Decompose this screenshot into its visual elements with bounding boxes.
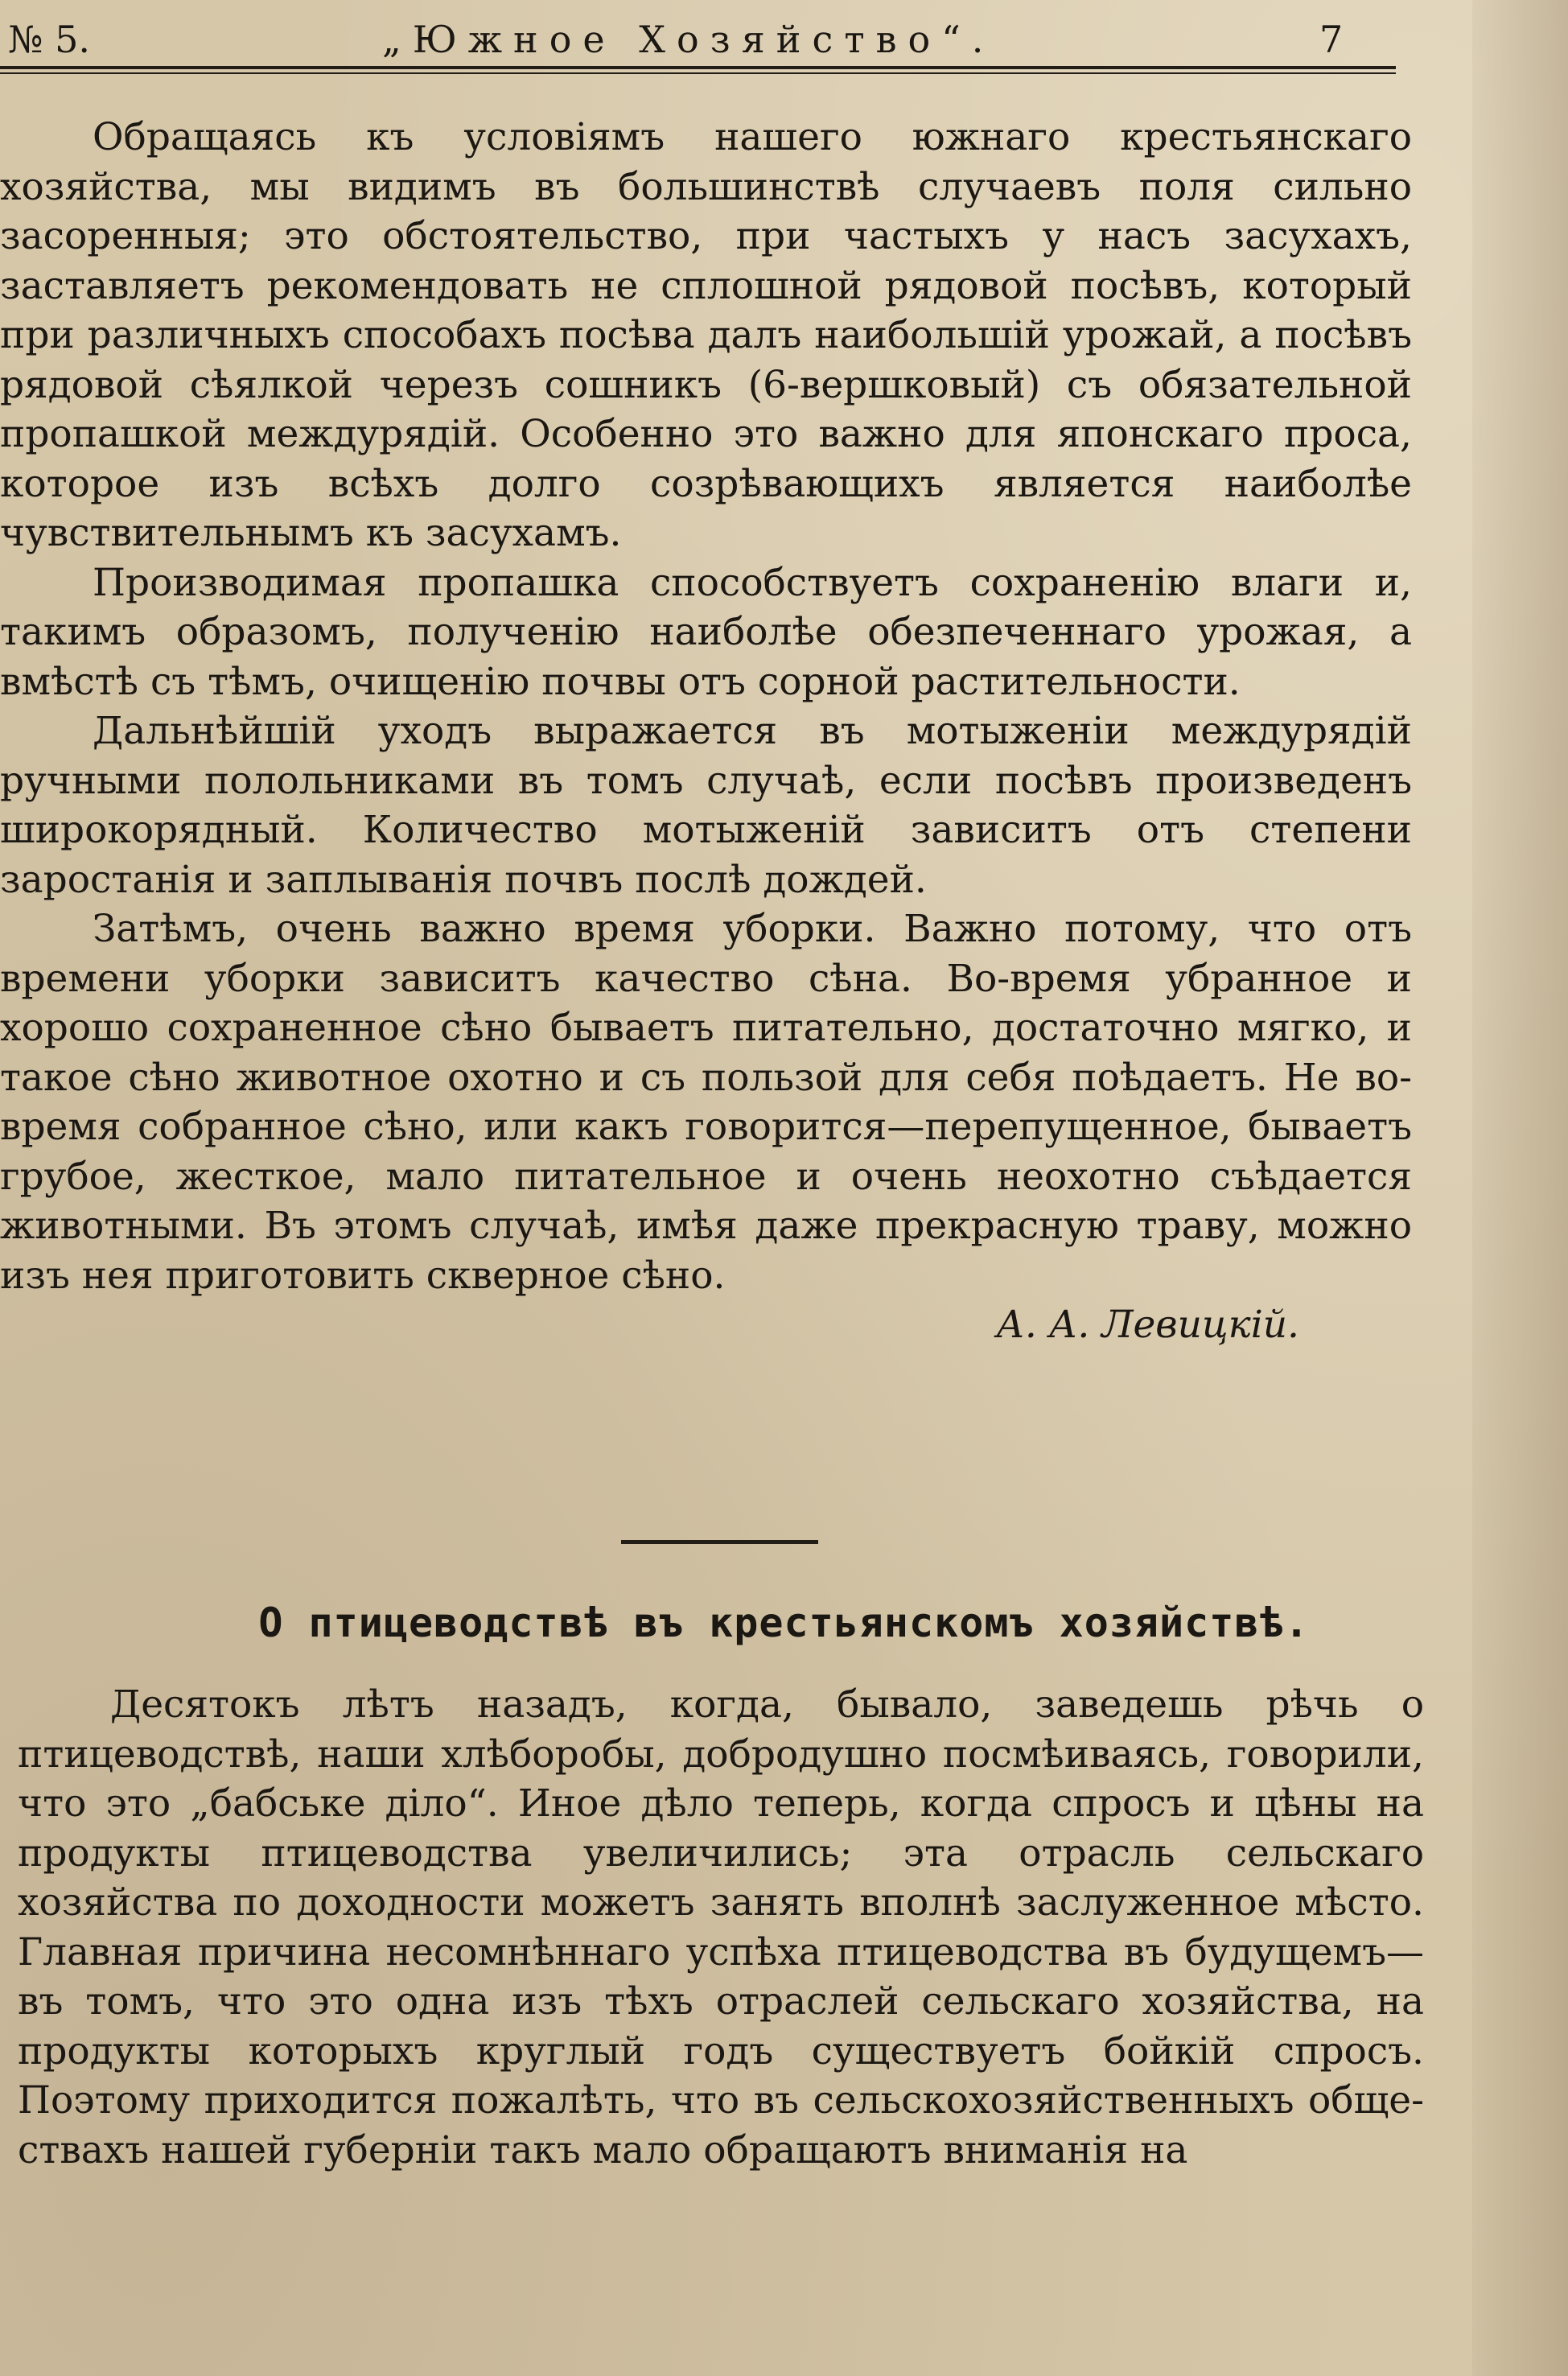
issue-number: № 5. <box>8 18 91 61</box>
page-gutter-shadow <box>1472 0 1568 2376</box>
header-rule <box>0 66 1396 69</box>
paragraph: Десятокъ лѣтъ назадъ, когда, бывало, заведешь рѣчь о птицеводствѣ, наши хлѣборобы, добродушно посмѣиваясь, говорили, что это „бабське діло“. Иное дѣло теперь, когда спросъ и цѣны на продукты птицеводства увеличились; эта отрасль сельскаго хозяйства по доходности можетъ занять вполнѣ заслуженное мѣсто. Главная причина несомнѣннаго успѣха птицеводства въ будущемъ—въ томъ, что это одна изъ тѣхъ отраслей сельскаго хозяйства, на продукты которыхъ круглый годъ существуетъ бойкій спросъ. Поэтому приходится пожалѣть, что въ сельскохозяйственныхъ обществахъ нашей губерніи такъ мало обращаютъ вниманія на <box>18 1682 1424 2172</box>
author-signature: А. А. Левицкій. <box>996 1303 1299 1347</box>
section-divider <box>621 1540 818 1544</box>
article-body-2 <box>18 1680 1424 2175</box>
article-body <box>0 113 1412 1350</box>
header-rule-thin <box>0 72 1396 74</box>
paragraph: Затѣмъ, очень важно время уборки. Важно потому, что отъ времени уборки зависитъ качество сѣна. Во-время убранное и хорошо сохраненное сѣно бываетъ питательно, достаточно мягко, и такое сѣно животное охотно и съ пользой для себя поѣдаетъ. Не во-время собранное сѣно, или какъ говорится—перепущенное, бываетъ грубое, жесткое, мало питательное и очень неохотно съѣдается животными. Въ этомъ случаѣ, имѣя даже прекрасную траву, можно изъ нея приготовить скверное сѣно. <box>0 907 1412 1298</box>
page-number: 7 <box>1319 18 1344 61</box>
paragraph: Производимая пропашка способствуетъ сохраненію влаги и, такимъ образомъ, полученію наиболѣе обезпеченнаго урожая, а вмѣстѣ съ тѣмъ, очищенію почвы отъ сорной растительности. <box>0 560 1412 704</box>
paragraph: Дальнѣйшій уходъ выражается въ мотыженіи междурядій ручными полольниками въ томъ случаѣ, если посѣвъ произведенъ широкорядный. Количество мотыженій зависитъ отъ степени заростанія и заплыванія почвъ послѣ дождей. <box>0 709 1412 902</box>
article-heading: О птицеводствѣ въ крестьянскомъ хозяйствѣ. <box>258 1600 1310 1646</box>
paragraph: Обращаясь къ условіямъ нашего южнаго крестьянскаго хозяйства, мы видимъ въ большинствѣ случаевъ поля сильно засоренныя; это обстоятельство, при частыхъ у насъ засухахъ, заставляетъ рекомендовать не сплошной рядовой посѣвъ, который при различныхъ способахъ посѣва далъ наибольшій урожай, а посѣвъ рядовой сѣялкой черезъ сошникъ (6-вершковый) съ обязательной пропашкой междурядій. Особенно это важно для японскаго проса, которое изъ всѣхъ долго созрѣвающихъ является наиболѣе чувствительнымъ къ засухамъ. <box>0 115 1412 555</box>
running-header <box>0 14 1416 63</box>
journal-title: „Южное Хозяйство“. <box>382 18 995 61</box>
